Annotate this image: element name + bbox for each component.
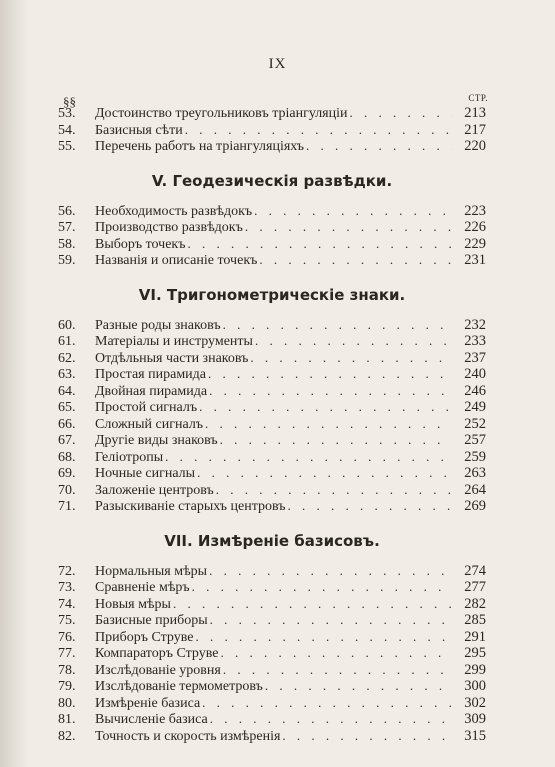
entry-title: Изслѣдованіе уровня: [95, 662, 221, 678]
entry-title: Производство развѣдокъ: [95, 220, 243, 235]
toc-entry: [58, 203, 486, 220]
toc-entry: [58, 645, 486, 662]
entry-number: 53.: [58, 106, 76, 121]
entry-page: 232: [464, 316, 486, 333]
leader-dots: [216, 482, 452, 499]
entry-page: 263: [464, 465, 486, 481]
entry-page: 274: [464, 562, 486, 579]
entry-page: 246: [464, 382, 486, 399]
entry-number: 74.: [58, 596, 76, 612]
entry-page: 231: [464, 252, 486, 268]
leader-dots: [209, 563, 452, 580]
entry-number: 54.: [58, 122, 76, 138]
leader-dots: [173, 596, 452, 613]
leader-dots: [265, 678, 452, 695]
entry-page: 217: [464, 121, 486, 138]
leader-dots: [210, 711, 452, 728]
entry-number: 67.: [58, 433, 76, 448]
entry-title: Сложный сигналъ: [95, 416, 204, 432]
entry-page: 277: [464, 579, 486, 595]
entry-page: 300: [464, 678, 486, 694]
leader-dots: [165, 449, 452, 466]
entry-number: 78.: [58, 662, 76, 678]
page-column-label: СТР.: [468, 93, 488, 103]
entry-title: Ночные сигналы: [95, 466, 196, 481]
entry-page: 240: [464, 366, 486, 382]
leader-dots: [197, 465, 452, 482]
entry-page: 252: [464, 415, 486, 432]
entry-number: 72.: [58, 563, 76, 579]
toc-entry: [58, 612, 486, 629]
entry-title: Разные роды знаковъ: [95, 317, 221, 333]
toc-entry: [58, 482, 486, 499]
entry-page: 226: [464, 219, 486, 235]
entry-number: 58.: [58, 236, 76, 252]
leader-dots: [245, 219, 452, 236]
entry-title: Другіе виды знаковъ: [95, 433, 218, 448]
entry-page: 299: [464, 661, 486, 678]
entry-title: Компараторъ Струве: [95, 646, 219, 661]
toc-entry: [58, 252, 486, 269]
toc-entry: [58, 122, 486, 139]
entry-title: Разыскиваніе старыхъ центровъ: [95, 499, 286, 514]
entry-title: Достоинство треугольниковъ тріангуляціи: [95, 106, 348, 121]
leader-dots: [288, 498, 453, 515]
entry-title: Геліотропы: [95, 449, 164, 465]
toc-entry: [58, 105, 486, 122]
toc-entry: [58, 728, 486, 745]
leader-dots: [220, 645, 452, 662]
toc-entry: [58, 333, 486, 350]
toc-entry: [58, 219, 486, 236]
entry-page: 220: [464, 138, 486, 154]
entry-title: Простая пирамида: [95, 367, 207, 382]
entry-title: Перечень работъ на тріангуляціяхъ: [95, 139, 305, 154]
entry-title: Нормальныя мѣры: [95, 563, 208, 579]
entry-number: 71.: [58, 499, 76, 514]
toc-entry: [58, 350, 486, 367]
entry-title: Отдѣльныя части знаковъ: [95, 350, 249, 366]
toc-entry: [58, 432, 486, 449]
entry-title: Двойная пирамида: [95, 383, 208, 399]
entry-page: 282: [464, 595, 486, 612]
page-gutter-shadow: [0, 0, 28, 767]
toc-entry: [58, 383, 486, 400]
toc-entry: [58, 695, 486, 712]
entry-number: 57.: [58, 220, 76, 235]
leader-dots: [306, 138, 452, 155]
toc-entry: [58, 138, 486, 155]
leader-dots: [202, 695, 452, 712]
leader-dots: [199, 399, 452, 416]
entry-title: Точность и скорость измѣренія: [95, 728, 281, 744]
entry-page: 257: [464, 432, 486, 448]
entry-number: 75.: [58, 613, 76, 628]
entry-number: 60.: [58, 317, 76, 333]
leader-dots: [185, 122, 452, 139]
leader-dots: [192, 579, 452, 596]
entry-number: 55.: [58, 139, 76, 154]
entry-page: 233: [464, 333, 486, 349]
entry-page: 264: [464, 481, 486, 498]
section-heading: VI. Тригонометрическіе знаки.: [138, 285, 406, 304]
entry-title: Изслѣдованіе термометровъ: [95, 679, 263, 694]
entry-number: 66.: [58, 416, 76, 432]
entry-page: 213: [464, 105, 486, 121]
entry-title: Приборъ Струве: [95, 629, 194, 645]
toc-entry: [58, 449, 486, 466]
leader-dots: [254, 203, 452, 220]
entry-number: 56.: [58, 203, 76, 219]
toc-entry: [58, 236, 486, 253]
entry-number: 79.: [58, 679, 76, 694]
entry-title: Вычисленіе базиса: [95, 712, 208, 727]
entry-number: 80.: [58, 695, 76, 711]
entry-number: 81.: [58, 712, 76, 727]
section-heading: V. Геодезическія развѣдки.: [151, 171, 393, 190]
entry-page: 249: [464, 399, 486, 415]
entry-number: 73.: [58, 580, 76, 595]
entry-page: 285: [464, 612, 486, 628]
page-number: IX: [268, 56, 287, 72]
entry-number: 76.: [58, 629, 76, 645]
entry-title: Необходимость развѣдокъ: [95, 203, 253, 219]
entry-page: 309: [464, 711, 486, 727]
toc-entry: [58, 498, 486, 515]
leader-dots: [208, 366, 452, 383]
entry-page: 259: [464, 448, 486, 465]
leader-dots: [205, 416, 452, 433]
toc-entry: [58, 465, 486, 482]
entry-page: 229: [464, 235, 486, 252]
leader-dots: [250, 350, 452, 367]
entry-number: 64.: [58, 383, 76, 399]
entry-title: Новыя мѣры: [95, 596, 171, 612]
entry-page: 315: [464, 727, 486, 744]
entry-page: 302: [464, 694, 486, 711]
entry-number: 65.: [58, 400, 76, 415]
entry-number: 82.: [58, 728, 76, 744]
leader-dots: [209, 383, 452, 400]
entry-number: 69.: [58, 466, 76, 481]
section-heading: VII. Измѣреніе базисовъ.: [164, 531, 380, 550]
entry-title: Заложеніе центровъ: [95, 482, 214, 498]
entry-page: 295: [464, 645, 486, 661]
leader-dots: [282, 728, 452, 745]
entry-title: Сравненіе мѣръ: [95, 580, 190, 595]
toc-entry: [58, 416, 486, 433]
entry-number: 61.: [58, 334, 76, 349]
toc-entry: [58, 711, 486, 728]
entry-page: 291: [464, 628, 486, 645]
entry-title: Базисныя сѣти: [95, 122, 183, 138]
toc-entry: [58, 629, 486, 646]
entry-number: 68.: [58, 449, 76, 465]
entry-number: 62.: [58, 350, 76, 366]
entry-title: Названія и описаніе точекъ: [95, 253, 258, 268]
leader-dots: [223, 317, 452, 334]
toc-entry: [58, 579, 486, 596]
entry-page: 237: [464, 349, 486, 366]
entry-title: Измѣреніе базиса: [95, 695, 201, 711]
leader-dots: [220, 432, 452, 449]
entry-number: 70.: [58, 482, 76, 498]
entry-number: 77.: [58, 646, 76, 661]
toc-entry: [58, 596, 486, 613]
toc-entry: [58, 399, 486, 416]
entry-number: 63.: [58, 367, 76, 382]
entry-title: Простой сигналъ: [95, 400, 198, 415]
entry-title: Матеріалы и инструменты: [95, 334, 253, 349]
entry-page: 223: [464, 202, 486, 219]
section-mark: §§: [63, 94, 76, 109]
toc-entry: [58, 366, 486, 383]
toc-entry: [58, 662, 486, 679]
leader-dots: [210, 612, 452, 629]
table-of-contents: [58, 105, 486, 744]
entry-title: Базисные приборы: [95, 613, 208, 628]
leader-dots: [195, 629, 452, 646]
leader-dots: [223, 662, 452, 679]
entry-number: 59.: [58, 253, 76, 268]
leader-dots: [187, 236, 452, 253]
entry-title: Выборъ точекъ: [95, 236, 186, 252]
toc-entry: [58, 317, 486, 334]
leader-dots: [255, 333, 452, 350]
leader-dots: [259, 252, 452, 269]
toc-entry: [58, 563, 486, 580]
leader-dots: [350, 105, 453, 122]
entry-page: 269: [464, 498, 486, 514]
toc-entry: [58, 678, 486, 695]
